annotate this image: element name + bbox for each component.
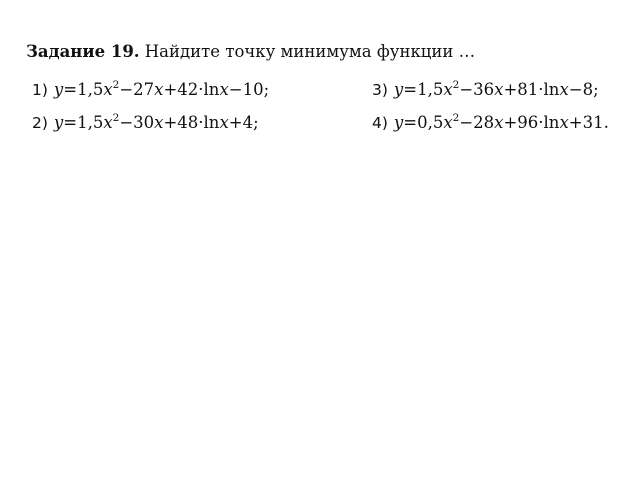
function-item-1 bbox=[32, 80, 269, 100]
task-heading bbox=[26, 42, 475, 61]
x-variable: x bbox=[494, 80, 504, 99]
constant-term: +4 bbox=[228, 113, 254, 132]
item-number: 4) bbox=[372, 114, 388, 132]
log-term: +42·ln bbox=[163, 80, 220, 99]
constant-term: −8 bbox=[568, 80, 594, 99]
x-variable: x bbox=[154, 80, 164, 99]
linear-term: −27 bbox=[119, 80, 155, 99]
x-variable: x bbox=[559, 113, 569, 132]
x-variable: x bbox=[443, 80, 453, 99]
equals-coefficient: =1,5 bbox=[403, 80, 444, 99]
equals-coefficient: =1,5 bbox=[63, 113, 104, 132]
x-variable: x bbox=[494, 113, 504, 132]
x-variable: x bbox=[219, 113, 229, 132]
log-term: +96·ln bbox=[503, 113, 560, 132]
linear-term: −30 bbox=[119, 113, 155, 132]
function-item-4 bbox=[372, 113, 609, 133]
terminator: ; bbox=[593, 80, 599, 99]
x-variable: x bbox=[154, 113, 164, 132]
linear-term: −36 bbox=[459, 80, 495, 99]
terminator: . bbox=[603, 113, 609, 132]
y-variable: y bbox=[393, 113, 404, 132]
x-variable: x bbox=[103, 113, 113, 132]
item-number: 1) bbox=[32, 81, 48, 99]
equals-coefficient: =0,5 bbox=[403, 113, 444, 132]
y-variable: y bbox=[393, 80, 404, 99]
function-item-2 bbox=[32, 113, 259, 133]
exponent: 2 bbox=[452, 79, 460, 91]
exponent: 2 bbox=[452, 112, 460, 124]
task-label: Задание 19. bbox=[26, 42, 140, 61]
equals-coefficient: =1,5 bbox=[63, 80, 104, 99]
terminator: ; bbox=[263, 80, 270, 99]
x-variable: x bbox=[219, 80, 229, 99]
constant-term: −10 bbox=[228, 80, 264, 99]
item-number: 3) bbox=[372, 81, 388, 99]
x-variable: x bbox=[103, 80, 113, 99]
item-number: 2) bbox=[32, 114, 48, 132]
log-term: +81·ln bbox=[503, 80, 560, 99]
y-variable: y bbox=[53, 113, 64, 132]
exponent: 2 bbox=[112, 79, 120, 91]
y-variable: y bbox=[53, 80, 64, 99]
linear-term: −28 bbox=[459, 113, 495, 132]
constant-term: +31 bbox=[568, 113, 604, 132]
log-term: +48·ln bbox=[163, 113, 220, 132]
x-variable: x bbox=[443, 113, 453, 132]
terminator: ; bbox=[253, 113, 259, 132]
function-item-3 bbox=[372, 80, 599, 100]
exponent: 2 bbox=[112, 112, 120, 124]
x-variable: x bbox=[559, 80, 569, 99]
task-text: Найдите точку минимума функции … bbox=[144, 42, 476, 61]
